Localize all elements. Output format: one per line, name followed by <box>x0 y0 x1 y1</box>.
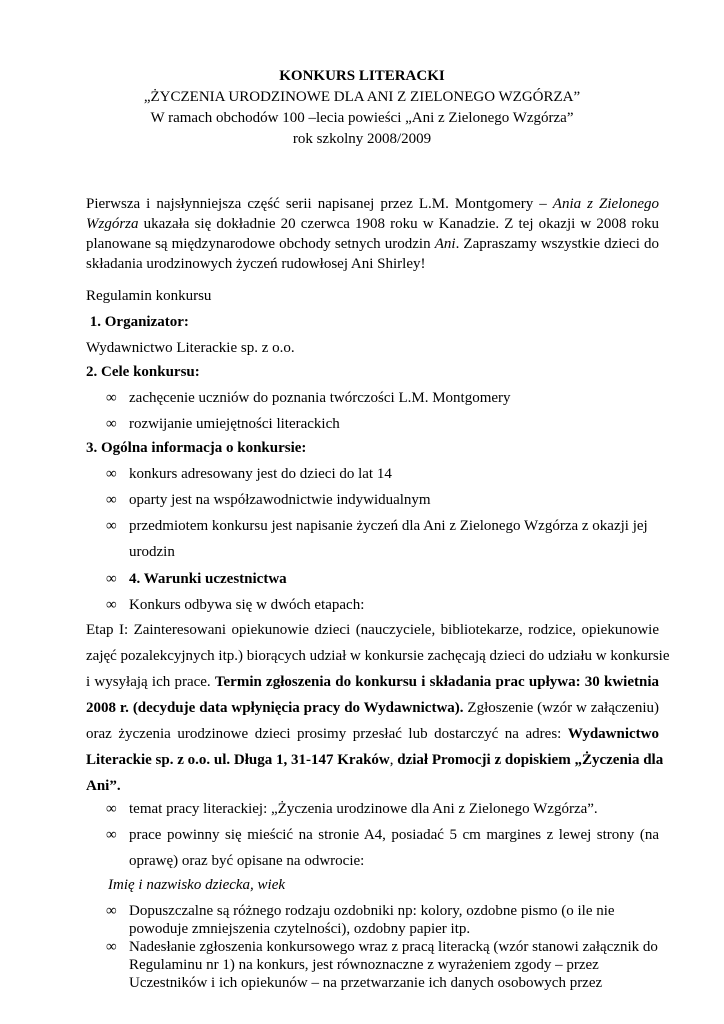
bullet-icon: ∞ <box>106 827 117 843</box>
list-item-text: przedmiotem konkursu jest napisanie życzeń dla Ani z Zielonego Wzgórza z okazji jej urodzin <box>129 518 648 560</box>
bullet-icon: ∞ <box>106 571 117 587</box>
intro-paragraph <box>86 194 659 274</box>
section-4-heading: 4. Warunki uczestnictwa <box>129 571 287 587</box>
list-item-text: zachęcenie uczniów do poznania twórczości L.M. Montgomery <box>129 390 511 406</box>
bullet-icon: ∞ <box>106 416 117 432</box>
document-header <box>0 66 724 150</box>
bullet-icon: ∞ <box>106 903 117 919</box>
stage-1-line: 2008 r. (decyduje data wpłynięcia pracy do Wydawnictwa). Zgłoszenie (wzór w załączeniu) <box>86 700 659 716</box>
list-item-text: Nadesłanie zgłoszenia konkursowego wraz z pracą literacką (wzór stanowi załącznik do Regulaminu nr 1) na konkurs, jest równoznaczne z wyrażeniem zgody – przez Uczestników i ich opiekunów – na przetwarzanie ich danych osobowych przez <box>129 939 658 991</box>
list-item-text: Dopuszczalne są różnego rodzaju ozdobniki np: kolory, ozdobne pismo (o ile nie powoduje zmniejszenia czytelności), ozdobny papier itp. <box>129 903 615 937</box>
stage-1-line: i wysyłają ich prace. Termin zgłoszenia do konkursu i składania prac upływa: 30 kwietnia <box>86 674 659 690</box>
bullet-icon: ∞ <box>106 390 117 406</box>
stage-1-line: Ani”. <box>86 778 121 794</box>
stage-1-paragraph <box>86 617 670 799</box>
intro-line: składania urodzinowych życzeń rudowłosej Ani Shirley! <box>86 256 426 272</box>
bullet-icon: ∞ <box>106 939 117 955</box>
contest-context: W ramach obchodów 100 –lecia powieści „Ani z Zielonego Wzgórza” <box>150 110 574 126</box>
intro-line: Pierwsza i najsłynniejsza część serii napisanej przez L.M. Montgomery – Ania z Zielonego <box>86 196 659 212</box>
list-item-text: Konkurs odbywa się w dwóch etapach: <box>129 597 365 613</box>
list-item-text: konkurs adresowany jest do dzieci do lat 14 <box>129 466 392 482</box>
organizer-name: Wydawnictwo Literackie sp. z o.o. <box>86 340 295 356</box>
school-year: rok szkolny 2008/2009 <box>292 131 432 147</box>
stage-1-line: Literackie sp. z o.o. ul. Długa 1, 31-147 Kraków, dział Promocji z dopiskiem „Życzenia dla <box>86 752 664 768</box>
contest-subtitle: „ŻYCZENIA URODZINOWE DLA ANI Z ZIELONEGO WZGÓRZA” <box>143 89 581 105</box>
list-item-text: oparty jest na współzawodnictwie indywidualnym <box>129 492 431 508</box>
section-3-heading: 3. Ogólna informacja o konkursie: <box>86 440 307 456</box>
list-item-text: prace powinny się mieścić na stronie A4, posiadać 5 cm margines z lewej strony (na oprawę) oraz być opisane na odwrocie: <box>129 827 659 869</box>
bullet-icon: ∞ <box>106 518 117 534</box>
regulations-label: Regulamin konkursu <box>86 288 212 304</box>
stage-1-line: oraz życzenia urodzinowe dzieci prosimy przesłać lub dostarczyć na adres: Wydawnictwo <box>86 726 659 742</box>
contest-title: KONKURS LITERACKI <box>279 68 445 84</box>
intro-line: planowane są międzynarodowe obchody setnych urodzin Ani. Zapraszamy wszystkie dzieci do <box>86 236 660 252</box>
stage-1-line: zajęć pozalekcyjnych itp.) biorących udział w konkursie zachęcają dzieci do udziału w konkursie <box>86 648 670 664</box>
bullet-icon: ∞ <box>106 466 117 482</box>
bullet-icon: ∞ <box>106 801 117 817</box>
intro-line: Wzgórza ukazała się dokładnie 20 czerwca 1908 roku w Kanadzie. Z tej okazji w 2008 roku <box>86 216 659 232</box>
signature-line: Imię i nazwisko dziecka, wiek <box>108 877 286 893</box>
bullet-icon: ∞ <box>106 597 117 613</box>
stage-1-line: Etap I: Zainteresowani opiekunowie dzieci (nauczyciele, bibliotekarze, rodzice, opiekunowie <box>86 622 659 638</box>
section-1-heading: 1. Organizator: <box>86 314 189 330</box>
bullet-icon: ∞ <box>106 492 117 508</box>
section-2-heading: 2. Cele konkursu: <box>86 364 200 380</box>
list-item-text: temat pracy literackiej: „Życzenia urodzinowe dla Ani z Zielonego Wzgórza”. <box>129 801 598 817</box>
list-item-text: rozwijanie umiejętności literackich <box>129 416 340 432</box>
